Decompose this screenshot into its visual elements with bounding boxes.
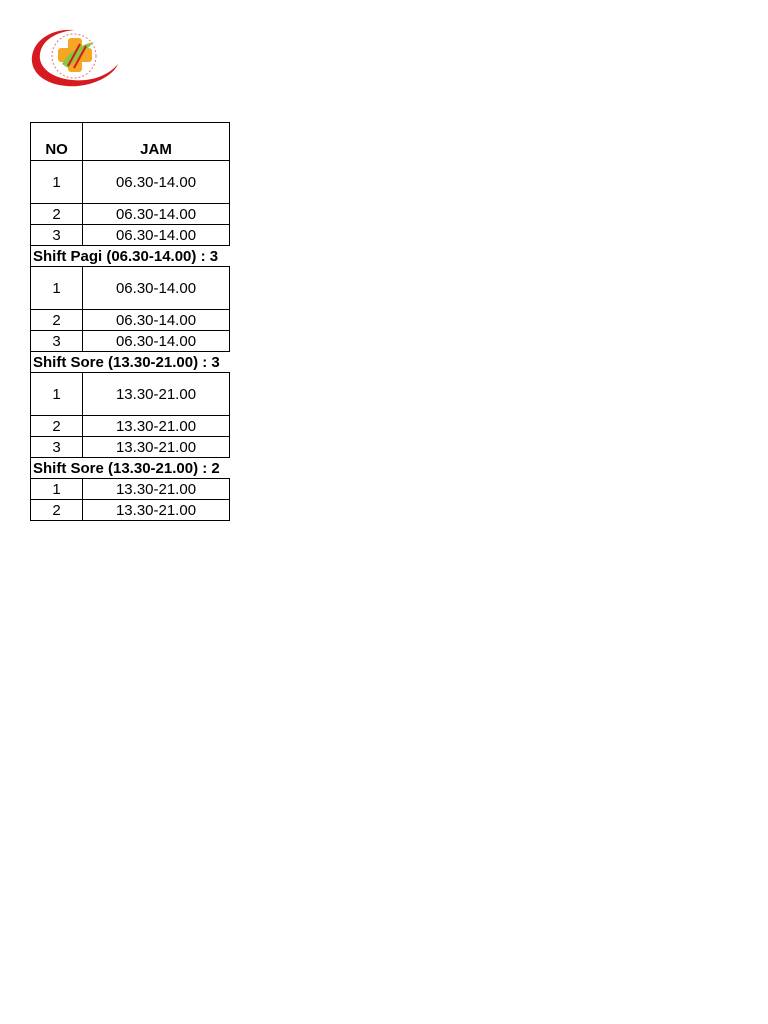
section-row (31, 246, 231, 267)
cell-no: 2 (31, 500, 83, 521)
cell-cut (229, 373, 230, 416)
hospital-logo (28, 26, 120, 90)
cell-cut (229, 437, 230, 458)
cell-no: 1 (31, 161, 83, 204)
table-row (31, 331, 231, 352)
schedule-table-viewport (30, 122, 230, 521)
section-label: Shift Sore (13.30-21.00) : 3 (31, 352, 231, 373)
header-no: NO (31, 123, 83, 161)
table-row (31, 416, 231, 437)
cell-no: 3 (31, 225, 83, 246)
header-cut (229, 123, 230, 161)
cell-no: 1 (31, 479, 83, 500)
cell-jam: 13.30-21.00 (83, 437, 230, 458)
cell-jam: 13.30-21.00 (83, 479, 230, 500)
table-row (31, 500, 231, 521)
cell-cut (229, 331, 230, 352)
table-row (31, 437, 231, 458)
cell-no: 2 (31, 310, 83, 331)
schedule-table (30, 122, 230, 521)
cell-jam: 13.30-21.00 (83, 416, 230, 437)
cell-jam: 06.30-14.00 (83, 310, 230, 331)
section-label: Shift Sore (13.30-21.00) : 2 (31, 458, 231, 479)
table-row (31, 310, 231, 331)
cell-cut (229, 225, 230, 246)
cell-no: 1 (31, 373, 83, 416)
cell-jam: 06.30-14.00 (83, 267, 230, 310)
table-row (31, 373, 231, 416)
cell-cut (229, 500, 230, 521)
cell-cut (229, 161, 230, 204)
cell-cut (229, 267, 230, 310)
table-header-row (31, 123, 231, 161)
cell-cut (229, 204, 230, 225)
cell-cut (229, 479, 230, 500)
cell-no: 3 (31, 437, 83, 458)
cell-jam: 13.30-21.00 (83, 373, 230, 416)
cell-cut (229, 416, 230, 437)
cell-jam: 06.30-14.00 (83, 204, 230, 225)
cell-no: 2 (31, 204, 83, 225)
table-row (31, 225, 231, 246)
table-row (31, 204, 231, 225)
cell-jam: 13.30-21.00 (83, 500, 230, 521)
cell-jam: 06.30-14.00 (83, 225, 230, 246)
section-row (31, 458, 231, 479)
logo-graphic (28, 26, 120, 90)
cell-no: 3 (31, 331, 83, 352)
header-jam: JAM (83, 123, 230, 161)
table-row (31, 479, 231, 500)
cell-jam: 06.30-14.00 (83, 331, 230, 352)
cell-no: 1 (31, 267, 83, 310)
section-row (31, 352, 231, 373)
cell-no: 2 (31, 416, 83, 437)
table-row (31, 267, 231, 310)
cell-cut (229, 310, 230, 331)
cell-jam: 06.30-14.00 (83, 161, 230, 204)
section-label: Shift Pagi (06.30-14.00) : 3 (31, 246, 231, 267)
table-row (31, 161, 231, 204)
